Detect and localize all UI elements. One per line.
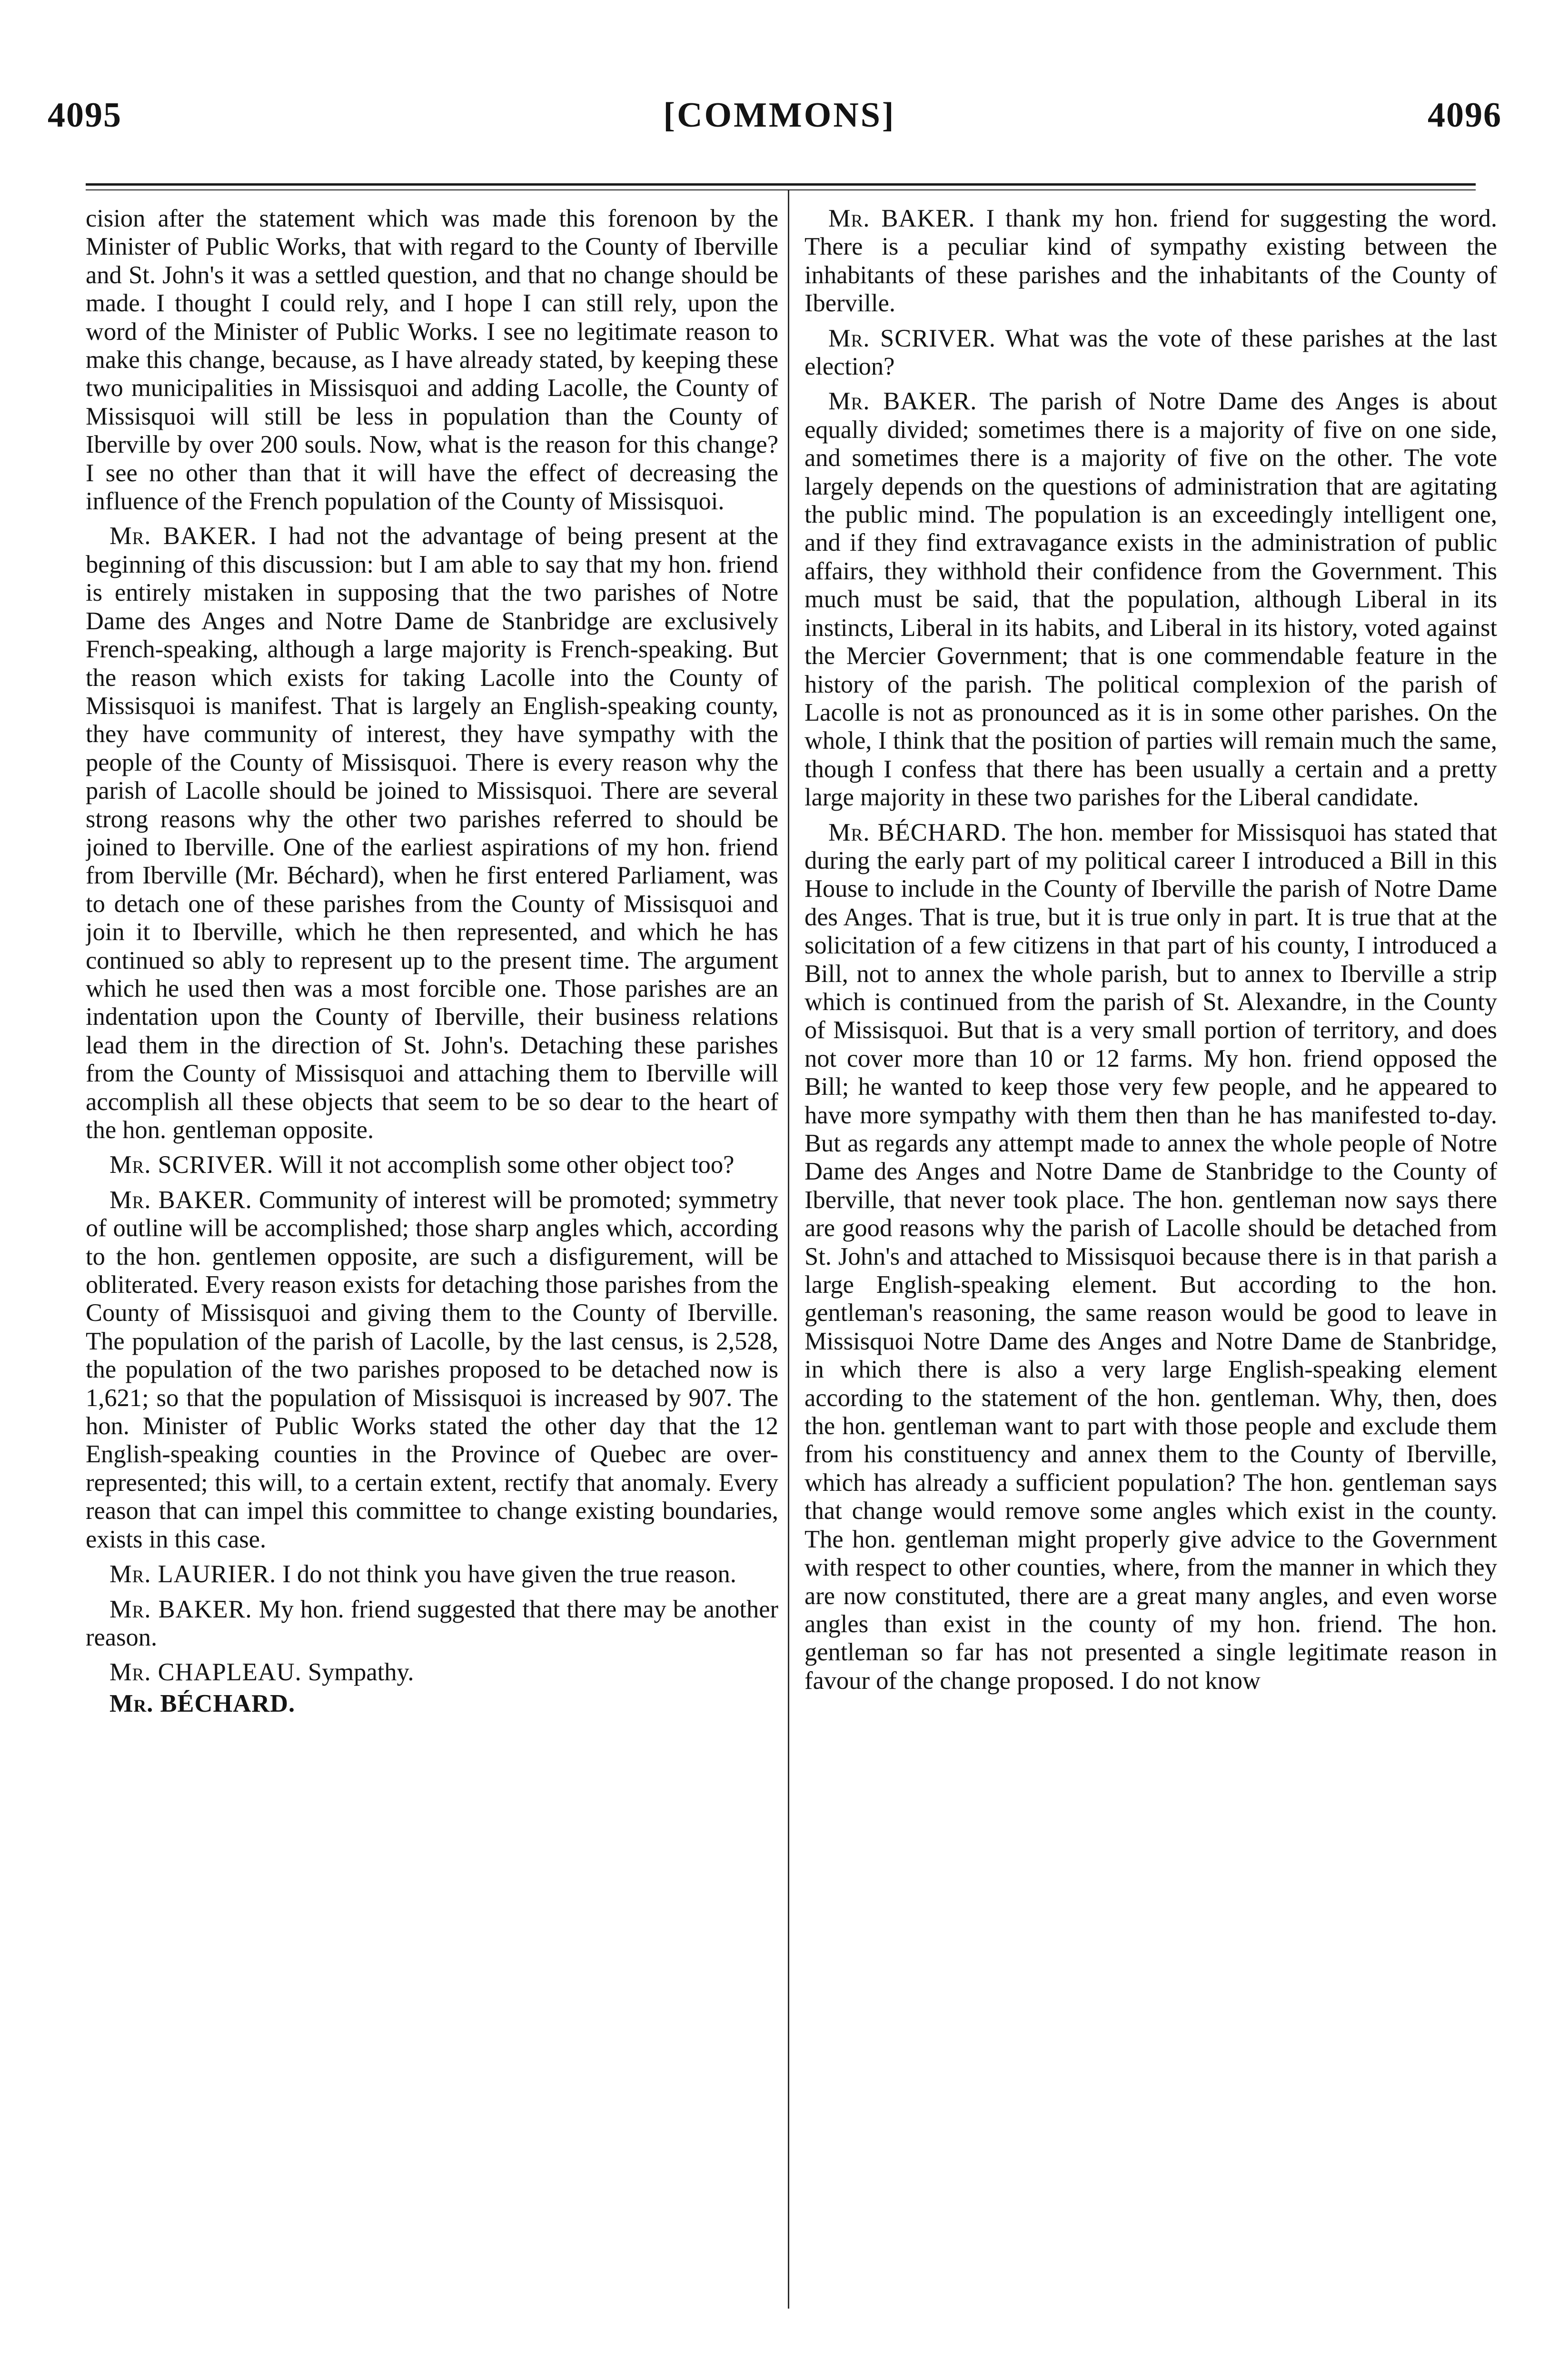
page-number-left: 4095 xyxy=(48,96,122,135)
speaker-name: Mr. BÉCHARD. xyxy=(109,1689,296,1717)
column-divider xyxy=(788,190,789,2309)
speaker-name: Mr. BAKER. xyxy=(109,522,257,550)
speaker-name: Mr. BAKER. xyxy=(109,1595,252,1623)
speech-text: My hon. friend suggested that there may be another reason. xyxy=(86,1595,778,1651)
speech-text: Will it not accomplish some other object too? xyxy=(279,1151,735,1179)
speaker-name: Mr. BAKER. xyxy=(828,387,977,416)
speech-paragraph xyxy=(86,1596,778,1652)
page-number-right: 4096 xyxy=(1428,96,1502,135)
header-rule-thick xyxy=(86,183,1476,186)
speech-paragraph xyxy=(804,325,1497,381)
speech-text: The parish of Notre Dame des Anges is about equally divided; sometimes there is a majority of five on one side, and sometimes there is a majority of five on the other. The vote largely depends on the questions of administration that are agitating the public mind. The population is an exceedingly intelligent one, and if they find extravagance exists in the administration of public affairs, they withhold their confidence from the Government. This much must be said, that the population, although Liberal in its instincts, Liberal in its habits, and Liberal in its history, voted against the Mercier Government; that is one commendable feature in the history of the parish. The political complexion of the parish of Lacolle is not as pronounced as it is in some other parishes. On the whole, I think that the position of parties will remain much the same, though I confess that there has been usually a certain and a pretty large majority in these two parishes for the Liberal candidate. xyxy=(804,387,1497,812)
header-rule-thin xyxy=(86,189,1476,190)
speech-paragraph xyxy=(86,1560,778,1588)
speech-paragraph xyxy=(86,1186,778,1554)
paragraph-text: cision after the statement which was made this forenoon by the Minister of Public Works, that with regard to the County of Iberville and St. John's it was a settled question, and that no change should be made. I thought I could rely, and I hope I can still rely, upon the word of the Minister of Public Works. I see no legitimate reason to make this change, because, as I have already stated, by keeping these two municipalities in Missisquoi and adding Lacolle, the County of Missisquoi will still be less in population than the County of Iberville by over 200 souls. Now, what is the reason for this change? I see no other than that it will have the effect of decreasing the influence of the French population of the County of Missisquoi. xyxy=(86,205,778,516)
page-header xyxy=(0,0,1559,181)
speech-paragraph xyxy=(804,387,1497,812)
speaker-name: Mr. CHAPLEAU. xyxy=(109,1658,302,1686)
speech-text: Community of interest will be promoted; symmetry of outline will be accomplished; those sharp angles which, according to the hon. gentlemen opposite, are such a disfigurement, will be obliterated. Every reason exists for detaching those parishes from the County of Missisquoi and giving them to the County of Iberville. The population of the parish of Lacolle, by the last census, is 2,528, the population of the two parishes proposed to be detached now is 1,621; so that the population of Missisquoi is increased by 907. The hon. Minister of Public Works stated the other day that the 12 English-speaking counties in the Province of Quebec are over-represented; this will, to a certain extent, rectify that anomaly. Every reason that can impel this committee to change existing boundaries, exists in this case. xyxy=(86,1186,778,1553)
speech-paragraph xyxy=(804,205,1497,318)
speech-text: I do not think you have given the true reason. xyxy=(282,1560,736,1588)
speaker-name: Mr. BAKER. xyxy=(109,1186,252,1214)
speaker-name: Mr. BÉCHARD. xyxy=(828,818,1007,846)
speech-paragraph xyxy=(804,819,1497,1696)
paragraph xyxy=(86,205,778,516)
left-column xyxy=(86,205,778,2380)
speaker-name: Mr. SCRIVER. xyxy=(109,1151,274,1179)
page-title: [COMMONS] xyxy=(663,96,896,135)
speech-text: The hon. member for Missisquoi has stated that during the early part of my political career I introduced a Bill in this House to include in the County of Iberville the parish of Notre Dame des Anges. That is true, but it is true only in part. It is true that at the solicitation of a few citizens in that part of his county, I introduced a Bill, not to annex the whole parish, but to annex to Iberville a strip which is continued from the parish of St. Alexandre, in the County of Missisquoi. But that is a very small portion of territory, and does not cover more than 10 or 12 farms. My hon. friend opposed the Bill; he wanted to keep those very few people, and he appeared to have more sympathy with them then than he has manifested to-day. But as regards any attempt made to annex the whole people of Notre Dame des Anges and Notre Dame de Stanbridge to the County of Iberville, that never took place. The hon. gentleman now says there are good reasons why the parish of Lacolle should be detached from St. John's and attached to Missisquoi because there is in that parish a large English-speaking element. But according to the hon. gentleman's reasoning, the same reason would be good to leave in Missisquoi Notre Dame des Anges and Notre Dame de Stanbridge, in which there is also a very large English-speaking element according to the statement of the hon. gentleman. Why, then, does the hon. gentleman want to part with those people and exclude them from his constituency and annex them to the County of Iberville, which has already a sufficient population? The hon. gentleman says that change would remove some angles which exist in the county. The hon. gentleman might properly give advice to the Government with respect to other counties, where, from the manner in which they are now constituted, there are a great many angles, and even worse angles than exist in the county of my hon. friend. The hon. gentleman so far has not presented a single legitimate reason in favour of the change proposed. I do not know xyxy=(804,818,1497,1695)
speaker-name: Mr. BAKER. xyxy=(828,205,975,232)
speech-paragraph xyxy=(86,1658,778,1686)
speech-text: I had not the advantage of being present at the beginning of this discussion: but I am able to say that my hon. friend is entirely mistaken in supposing that the two parishes of Notre Dame des Anges and Notre Dame de Stanbridge are exclusively French-speaking, although a large majority is French-speaking. But the reason which exists for taking Lacolle into the County of Missisquoi is manifest. That is largely an English-speaking county, they have community of interest, they have sympathy with the people of the County of Missisquoi. There is every reason why the parish of Lacolle should be joined to Missisquoi. There are several strong reasons why the other two parishes referred to should be joined to Iberville. One of the earliest aspirations of my hon. friend from Iberville (Mr. Béchard), when he first entered Parliament, was to detach one of these parishes from the County of Missisquoi and join it to Iberville, which he then represented, and which he has continued so ably to represent up to the present time. The argument which he used then was a most forcible one. Those parishes are an indentation upon the County of Iberville, their business relations lead them in the direction of St. John's. Detaching these parishes from the County of Missisquoi and attaching them to Iberville will accomplish all these objects that seem to be so dear to the heart of the hon. gentleman opposite. xyxy=(86,522,778,1144)
speech-text: What was the vote of these parishes at the last election? xyxy=(804,324,1497,381)
speech-paragraph xyxy=(86,1690,778,1718)
speech-text: Sympathy. xyxy=(308,1658,414,1686)
speech-paragraph xyxy=(86,522,778,1144)
right-column xyxy=(804,205,1497,2380)
speaker-name: Mr. LAURIER. xyxy=(109,1560,277,1588)
speaker-name: Mr. SCRIVER. xyxy=(828,324,996,352)
speech-paragraph xyxy=(86,1151,778,1179)
speech-text: I thank my hon. friend for suggesting the word. There is a peculiar kind of sympathy existing between the inhabitants of these parishes and the inhabitants of the County of Iberville. xyxy=(804,205,1497,317)
